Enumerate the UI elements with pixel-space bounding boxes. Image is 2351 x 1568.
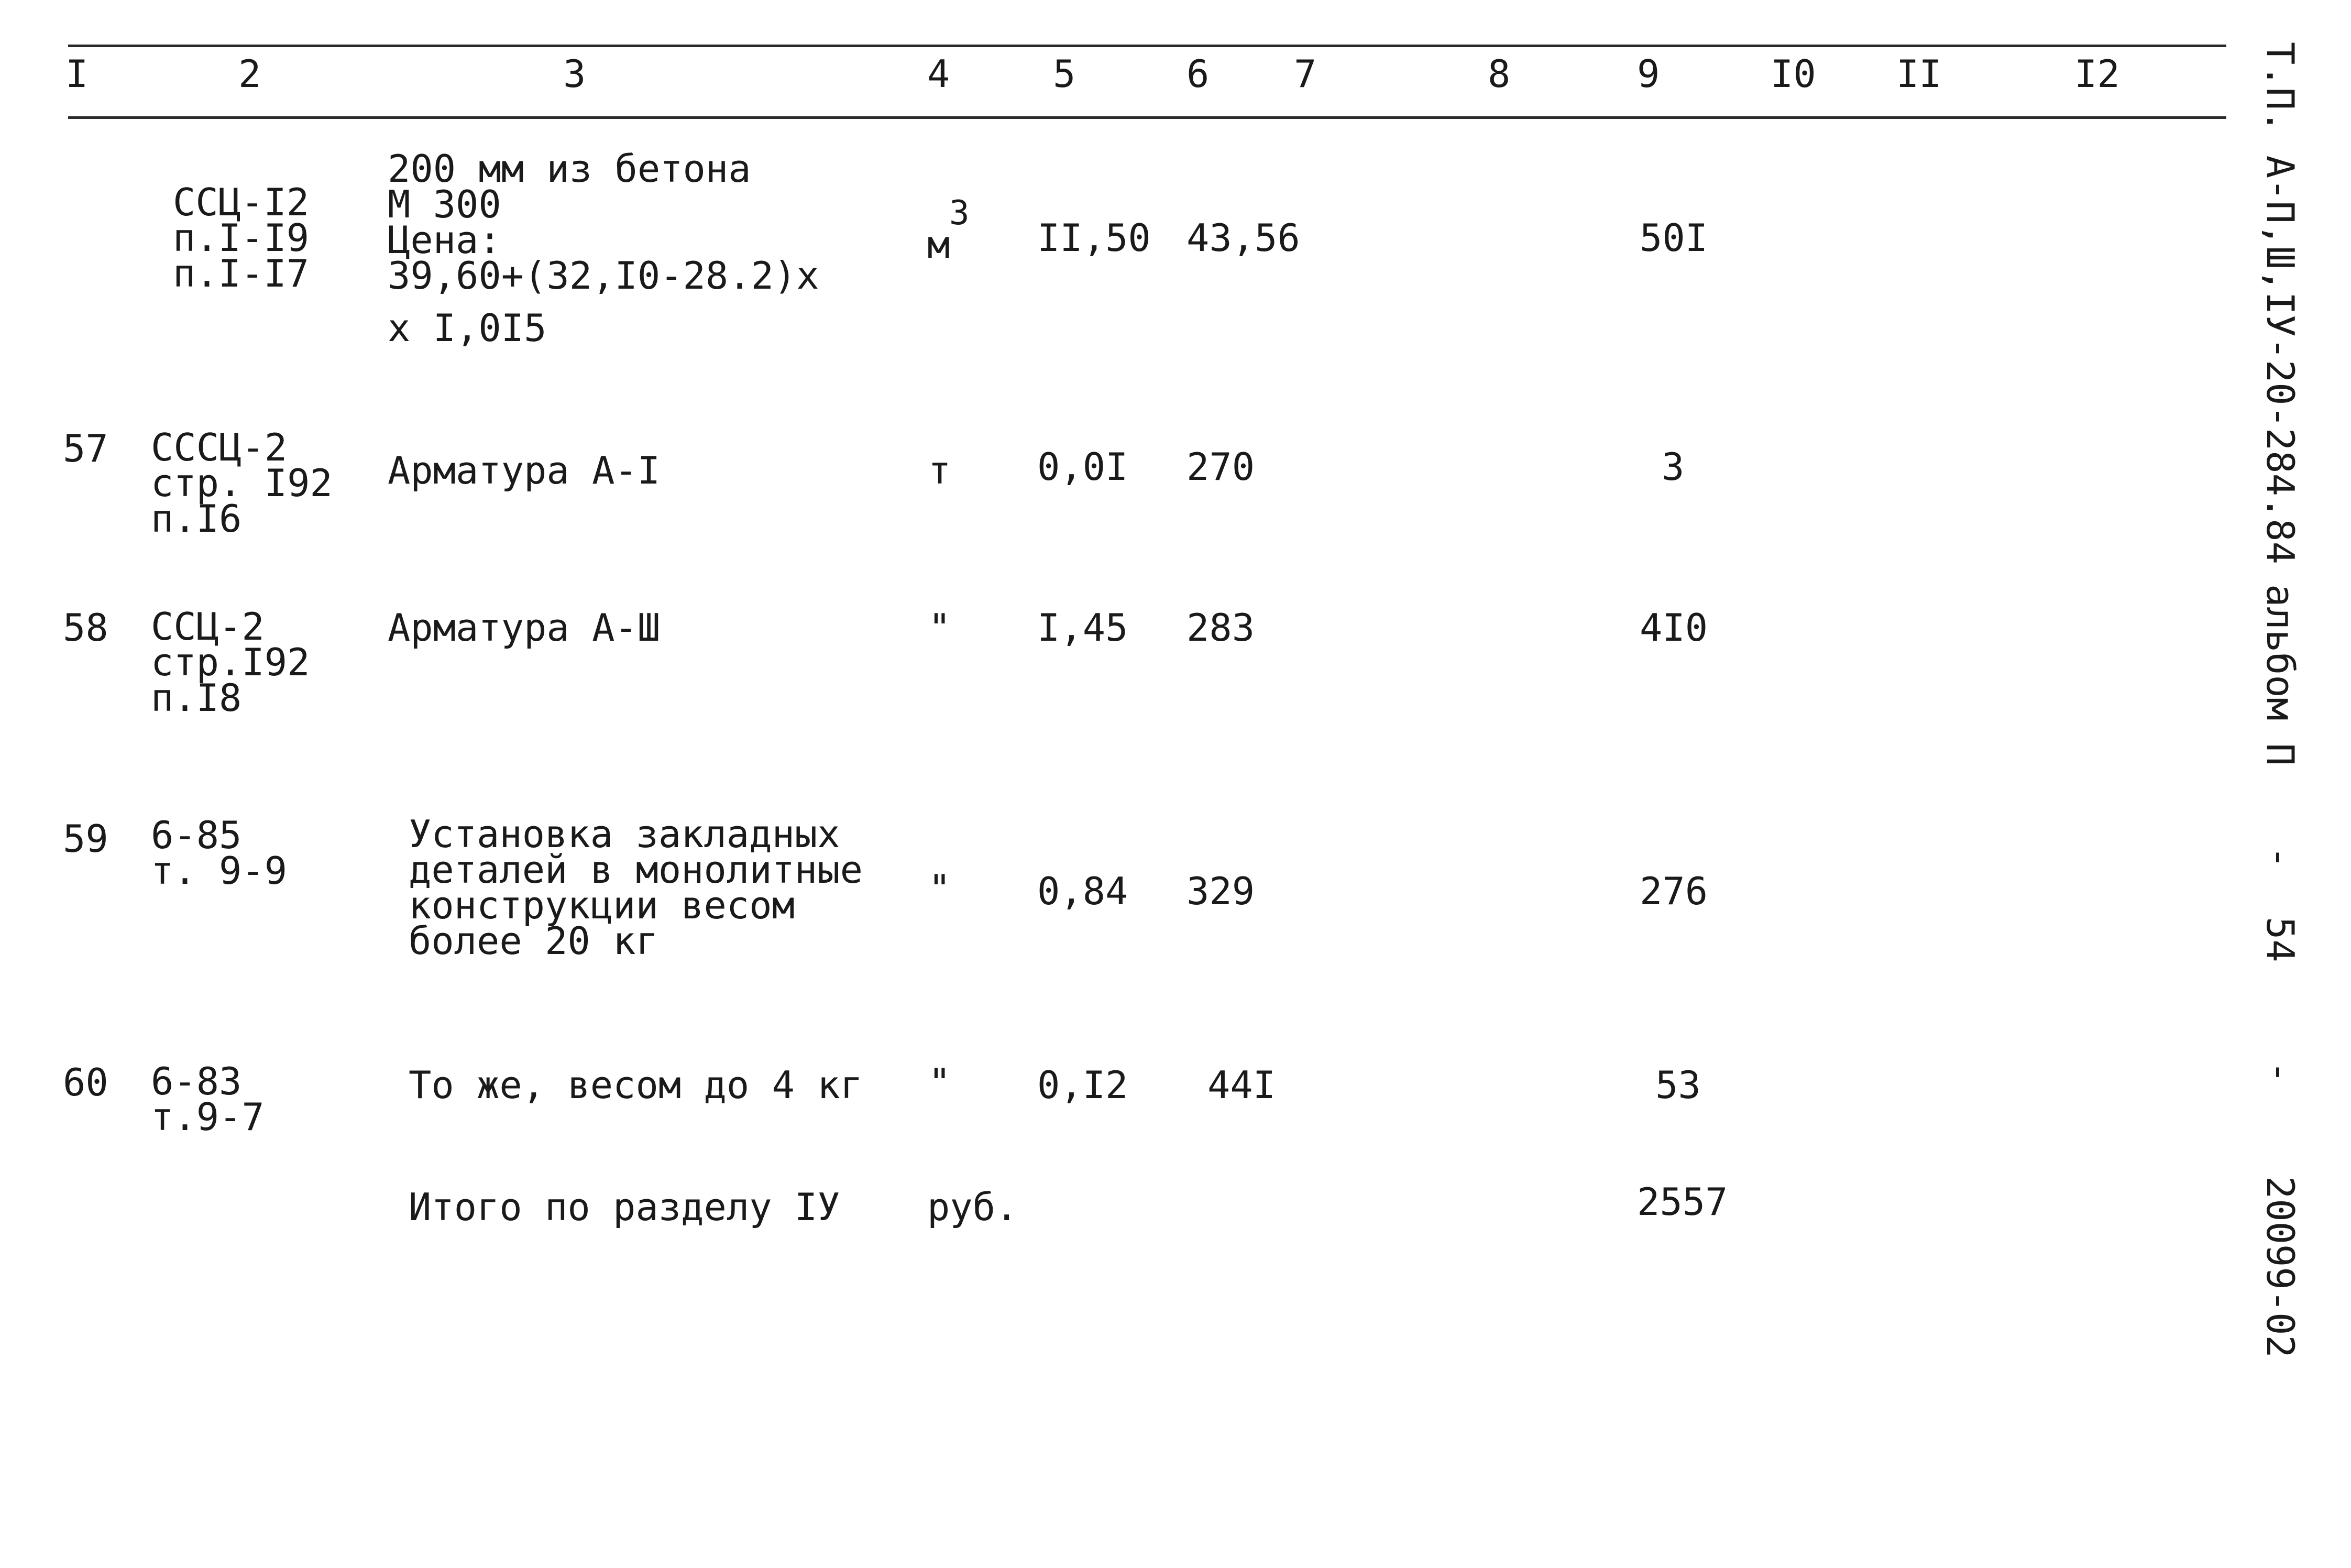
summary-unit: руб. <box>927 1185 1018 1229</box>
column-header-8: 8 <box>1488 52 1511 96</box>
row-code: ССЦ-I2 п.I-I9 п.I-I7 <box>173 180 310 295</box>
side-stamp-doc-text: 20099-02 <box>2258 1176 2302 1358</box>
row-total: 276 <box>1640 869 1708 913</box>
row-qty: I,45 <box>1037 606 1128 650</box>
row-code: СССЦ-2 стр. I92 п.I6 <box>151 425 333 541</box>
row-code: ССЦ-2 стр.I92 п.I8 <box>151 605 310 720</box>
column-header-11: II <box>1896 52 1942 96</box>
unit-text: м <box>927 223 950 267</box>
column-header-7: 7 <box>1294 52 1317 96</box>
unit-superscript: 3 <box>949 194 970 233</box>
row-unit: т <box>928 448 951 492</box>
row-name-extra: х I,0I5 <box>388 306 547 350</box>
header-top-rule <box>68 45 2226 47</box>
row-total: 3 <box>1662 445 1685 489</box>
row-name: Арматура А-Ш <box>388 606 661 650</box>
document-page: I 2 3 4 5 6 7 8 9 I0 II I2 ССЦ-I2 п.I-I9 п.I-I7 200 мм из бетона М 300 Цена: 39,60+(32,I0-28.2)х х I,0I5 м 3 II,50 43,56 50I 57 СССЦ-2 стр. I92 п.I6 Арматура А-I т 0,0I 270 3 58 ССЦ-2 стр.I92 п.I8 Арматура А-Ш " I,45 283 4I0 59 6-85 т. 9-9 Установка закладных деталей в монолитные конструкции весом более 20 кг " 0,84 329 276 60 6-83 т.9-7 То же, весом до 4 кг " 0,I2 44I 53 Итого по разделу IУ руб. 2557 Т.П. А-П,Ш,IУ-20-284.84 альбом П - 54 - 20099-02 <box>0 0 2351 1568</box>
row-number: 58 <box>63 606 108 650</box>
row-code: 6-83 т.9-7 <box>151 1059 265 1139</box>
row-price: 329 <box>1187 869 1255 913</box>
column-header-3: 3 <box>563 52 586 96</box>
row-unit: " <box>928 606 951 650</box>
summary-label: Итого по разделу IУ <box>409 1185 840 1229</box>
row-price: 283 <box>1187 606 1255 650</box>
column-header-5: 5 <box>1053 52 1076 96</box>
row-number: 60 <box>63 1060 108 1104</box>
row-qty: 0,0I <box>1037 445 1128 489</box>
summary-total: 2557 <box>1637 1180 1728 1224</box>
row-total: 50I <box>1640 216 1708 260</box>
row-code: 6-85 т. 9-9 <box>151 813 288 893</box>
side-stamp-page-text: 54 <box>2258 917 2302 962</box>
column-header-6: 6 <box>1187 52 1210 96</box>
row-price: 44I <box>1207 1063 1276 1107</box>
column-header-12: I2 <box>2074 52 2120 96</box>
row-unit: " <box>928 1060 951 1104</box>
row-total: 53 <box>1655 1063 1701 1107</box>
row-name: 200 мм из бетона М 300 Цена: 39,60+(32,I0-28.2)х <box>388 147 819 298</box>
row-number: 59 <box>63 817 108 861</box>
row-price: 43,56 <box>1187 216 1300 260</box>
side-stamp-project-text: Т.П. А-П,Ш,IУ-20-284.84 <box>2258 42 2302 564</box>
header-bottom-rule <box>68 116 2226 119</box>
row-total: 4I0 <box>1640 606 1708 650</box>
row-qty: 0,84 <box>1037 869 1128 913</box>
row-qty: II,50 <box>1037 216 1151 260</box>
column-header-1: I <box>65 52 89 96</box>
row-unit <box>927 223 950 267</box>
column-header-2: 2 <box>238 52 261 96</box>
row-unit: " <box>928 867 951 911</box>
column-header-4: 4 <box>927 52 950 96</box>
side-stamp-album-text: альбом П <box>2258 584 2302 766</box>
row-price: 270 <box>1187 445 1255 489</box>
column-header-10: I0 <box>1771 52 1816 96</box>
row-name: То же, весом до 4 кг <box>409 1063 863 1107</box>
row-number: 57 <box>63 426 108 470</box>
row-qty: 0,I2 <box>1037 1063 1128 1107</box>
column-header-9: 9 <box>1637 52 1660 96</box>
row-name: Арматура А-I <box>388 448 661 492</box>
row-name: Установка закладных деталей в монолитные конструкции весом более 20 кг <box>409 812 863 963</box>
